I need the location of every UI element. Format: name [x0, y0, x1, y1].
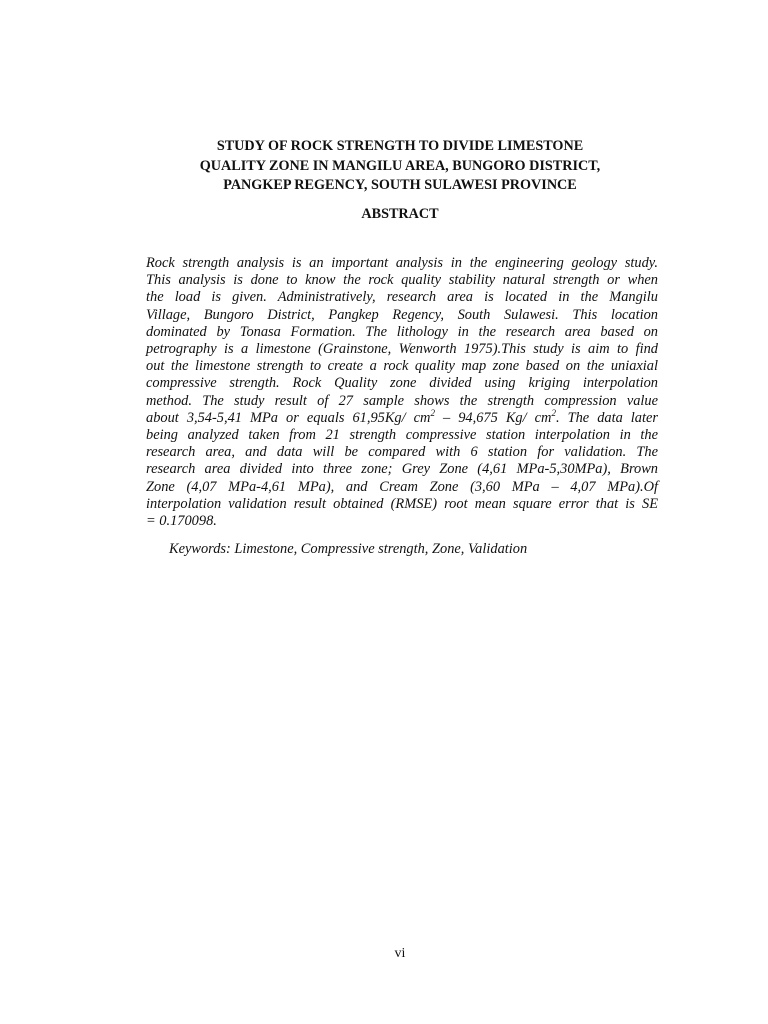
abstract-line: petrography is a limestone (Grainstone, Wenworth 1975).This study is aim to find	[146, 341, 658, 358]
title-line-1: STUDY OF ROCK STRENGTH TO DIVIDE LIMESTONE	[216, 138, 584, 154]
abstract-line: Village, Bungoro District, Pangkep Regency, South Sulawesi. This location	[146, 306, 658, 323]
line-text: about 3,54-5,41 MPa or equals 61,95Kg/ cm	[146, 409, 431, 426]
abstract-line: = 0.170098.	[146, 513, 217, 530]
superscript: 2	[551, 408, 556, 419]
abstract-line: dominated by Tonasa Formation. The lithology in the research area based on	[146, 323, 658, 340]
paper-title	[100, 137, 700, 196]
superscript: 2	[430, 408, 435, 419]
abstract-body	[146, 255, 658, 530]
abstract-line: being analyzed taken from 21 strength compressive station interpolation in the	[146, 427, 658, 444]
abstract-line: out the limestone strength to create a rock quality map zone based on the uniaxial	[146, 358, 658, 375]
page-number: vi	[394, 946, 406, 961]
abstract-line: interpolation validation result obtained (RMSE) root mean square error that is SE	[146, 495, 658, 512]
abstract-line: the load is given. Administratively, research area is located in the Mangilu	[146, 289, 658, 306]
keywords: Keywords: Limestone, Compressive strength, Zone, Validation	[169, 541, 528, 557]
abstract-line: compressive strength. Rock Quality zone divided using kriging interpolation	[146, 375, 658, 392]
title-line-2: QUALITY ZONE IN MANGILU AREA, BUNGORO DISTRICT,	[199, 157, 601, 174]
line-text: . The data later	[555, 409, 658, 426]
abstract-line: research area divided into three zone; Grey Zone (4,61 MPa-5,30MPa), Brown	[146, 461, 658, 478]
abstract-heading: ABSTRACT	[361, 206, 439, 222]
abstract-line-with-units	[146, 410, 658, 427]
abstract-line: research area, and data will be compared with 6 station for validation. The	[146, 444, 658, 461]
abstract-line: This analysis is done to know the rock quality stability natural strength or when	[146, 272, 658, 289]
line-text: – 94,675 Kg/ cm	[434, 409, 552, 426]
title-line-3: PANGKEP REGENCY, SOUTH SULAWESI PROVINCE	[223, 177, 577, 193]
abstract-line: Zone (4,07 MPa-4,61 MPa), and Cream Zone (3,60 MPa – 4,07 MPa).Of	[146, 478, 658, 495]
abstract-line: Rock strength analysis is an important analysis in the engineering geology study.	[146, 255, 658, 271]
abstract-line: method. The study result of 27 sample shows the strength compression value	[146, 392, 658, 409]
